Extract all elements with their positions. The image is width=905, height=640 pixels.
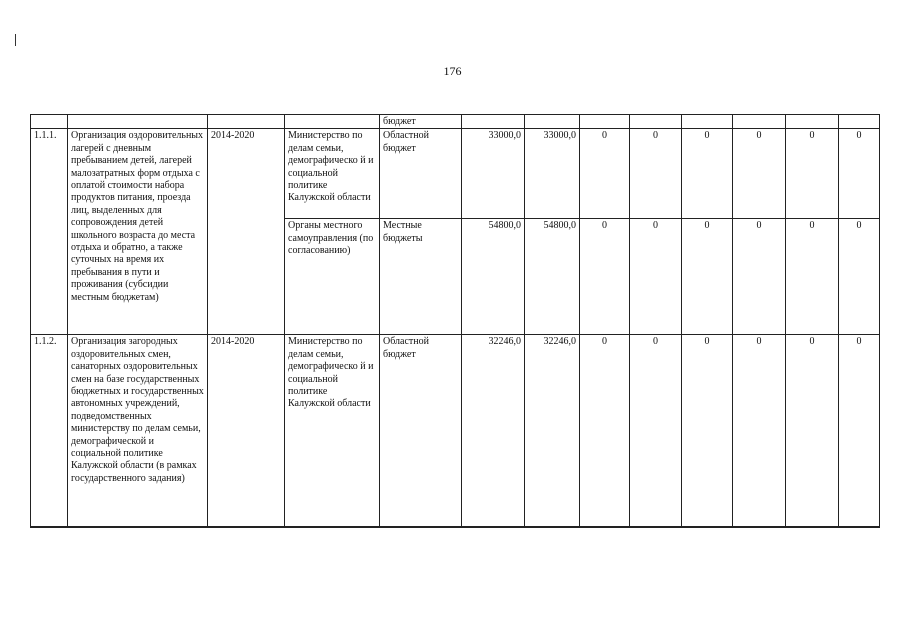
measure-number: 1.1.1. — [31, 129, 68, 335]
funding-source: Местные бюджеты — [380, 219, 462, 335]
funding-year-value: 0 — [786, 219, 839, 335]
measure-executor: Министерство по делам семьи, демографическо й и социальной политике Калужской области — [285, 129, 380, 219]
funding-year-value: 32246,0 — [525, 335, 580, 528]
funding-year-value: 0 — [786, 129, 839, 219]
funding-year-value: 0 — [580, 219, 630, 335]
cell-empty — [31, 115, 68, 129]
funding-year-value: 0 — [733, 219, 786, 335]
funding-source: Областной бюджет — [380, 129, 462, 219]
funding-year-value: 0 — [839, 219, 880, 335]
measure-number: 1.1.2. — [31, 335, 68, 528]
table-row-continuation — [31, 115, 880, 129]
funding-year-value: 0 — [630, 129, 682, 219]
cell-source-continuation: бюджет — [380, 115, 462, 129]
cell-empty — [462, 115, 525, 129]
funding-year-value: 33000,0 — [525, 129, 580, 219]
funding-year-value: 0 — [682, 129, 733, 219]
cell-empty — [68, 115, 208, 129]
measure-period: 2014-2020 — [208, 335, 285, 528]
cell-empty — [580, 115, 630, 129]
measure-name: Организация загородных оздоровительных смен, санаторных оздоровительных смен на базе государственных бюджетных и государственных автономных учреждений, подведомственных министерству по делам семьи, демографической и социальной политике Калужской области (в рамках государственного задания) — [68, 335, 208, 528]
measure-executor: Органы местного самоуправления (по согласованию) — [285, 219, 380, 335]
measure-name: Организация оздоровительных лагерей с дневным пребыванием детей, лагерей малозатратных форм отдыха с оплатой стоимости набора продуктов питания, проезда лиц, выделенных для сопровождения детей школьного возраста до места отдыха и обратно, а также суточных на время их пребывания в пути и проживания (субсидии местным бюджетам) — [68, 129, 208, 335]
measure-period: 2014-2020 — [208, 129, 285, 335]
table-row — [31, 335, 880, 528]
funding-year-value: 0 — [630, 219, 682, 335]
funding-year-value: 0 — [733, 129, 786, 219]
funding-year-value: 0 — [580, 335, 630, 528]
cell-empty — [786, 115, 839, 129]
funding-year-value: 0 — [839, 129, 880, 219]
funding-year-value: 0 — [630, 335, 682, 528]
funding-source: Областной бюджет — [380, 335, 462, 528]
cell-empty — [285, 115, 380, 129]
funding-year-value: 0 — [839, 335, 880, 528]
funding-total: 33000,0 — [462, 129, 525, 219]
cell-empty — [208, 115, 285, 129]
funding-year-value: 0 — [786, 335, 839, 528]
funding-total: 32246,0 — [462, 335, 525, 528]
measure-executor: Министерство по делам семьи, демографическо й и социальной политике Калужской области — [285, 335, 380, 528]
cell-empty — [630, 115, 682, 129]
funding-year-value: 0 — [682, 219, 733, 335]
funding-total: 54800,0 — [462, 219, 525, 335]
program-measures-table — [30, 114, 880, 528]
page-number: 176 — [443, 64, 462, 78]
funding-year-value: 0 — [733, 335, 786, 528]
table-row — [31, 129, 880, 219]
scan-mark — [15, 34, 16, 46]
cell-empty — [525, 115, 580, 129]
cell-empty — [733, 115, 786, 129]
funding-year-value: 54800,0 — [525, 219, 580, 335]
funding-year-value: 0 — [580, 129, 630, 219]
cell-empty — [839, 115, 880, 129]
cell-empty — [682, 115, 733, 129]
funding-year-value: 0 — [682, 335, 733, 528]
